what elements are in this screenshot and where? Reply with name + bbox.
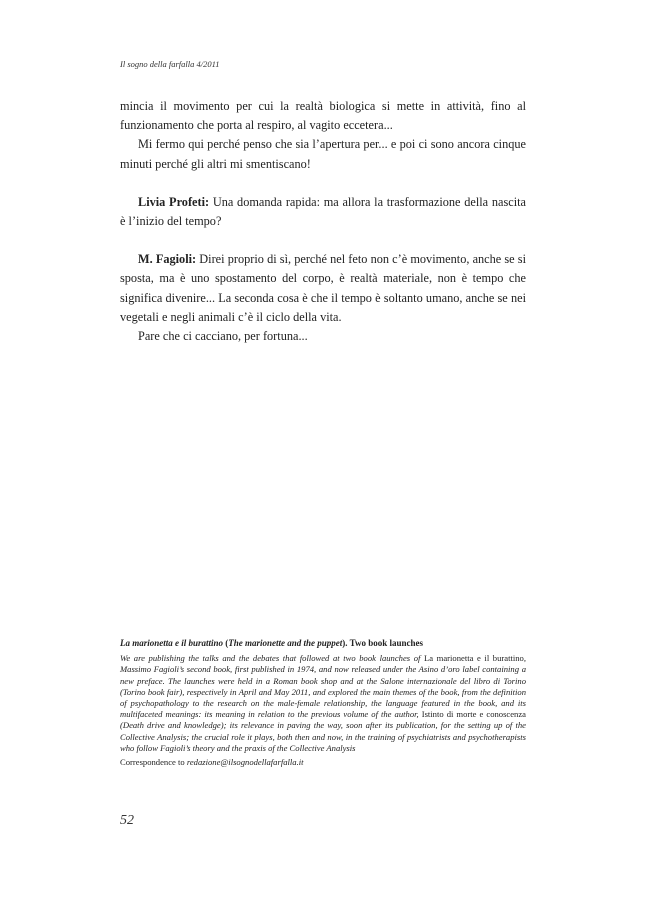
paragraph: Pare che ci cacciano, per fortuna... xyxy=(138,329,308,344)
abstract-body: We are publishing the talks and the debates that followed at two book launches of La marionetta e il burattino, Massimo Fagioli’s second book, first published in 1974, and now released under the Asino d’oro label containing a new preface. The launches were held in a Roman book shop and at the Salone internazionale del libro di Torino (Torino book fair), respectively in April and May 2011, and explored the main themes of the book, from the definition of psychopathology to the research on the male-female relationship, the language featured in the book, and its multifaceted meanings: its meaning in relation to the previous volume of the author, Istinto di morte e conoscenza (Death drive and knowledge); its relevance in paving the way, soon after its publication, for the setting up of the Collective Analysis; the crucial role it plays, both then and now, in the training of psychiatrists and psychotherapists who follow Fagioli’s theory and the praxis of the Collective Analysis xyxy=(120,653,526,753)
correspondence-email: redazione@ilsognodellafarfalla.it xyxy=(186,757,304,768)
speaker-name: Livia Profeti: xyxy=(138,194,210,209)
running-head: Il sogno della farfalla 4/2011 xyxy=(120,59,220,69)
english-abstract xyxy=(120,638,526,768)
book-title: La marionetta e il burattino xyxy=(424,653,524,664)
abstract-title: La marionetta e il burattino (The marionette and the puppet). Two book launches xyxy=(120,638,423,648)
dialogue-paragraph-profeti xyxy=(120,193,526,231)
paragraph: Mi fermo qui perché penso che sia l’apertura per... e poi ci sono ancora cinque minuti perché gli altri mi smentiscano! xyxy=(120,137,526,171)
book-title: Istinto di morte e conoscenza xyxy=(421,709,526,720)
paragraph-continuation: mincia il movimento per cui la realtà biologica si mette in attività, fino al funzionamento che porta al respiro, al vagito eccetera... xyxy=(120,99,526,133)
abstract-title-english: The marionette and the puppet xyxy=(228,638,343,648)
main-text xyxy=(120,97,526,346)
speaker-name: M. Fagioli: xyxy=(138,252,197,267)
correspondence-line: Correspondence to redazione@ilsognodellafarfalla.it xyxy=(120,757,304,768)
speech-text: Direi proprio di sì, perché nel feto non c’è movimento, anche se si sposta, ma è uno spostamento del corpo, è realtà materiale, non è tempo che significa divenire... La seconda cosa è che il tempo è soltanto umano, anche se nei vegetali e negli animali c’è il ciclo della vita. xyxy=(120,252,526,324)
speech-text: Una domanda rapida: ma allora la trasformazione della nascita è l’inizio del tempo? xyxy=(120,194,526,229)
abstract-title-italian: La marionetta e il burattino xyxy=(120,638,224,648)
dialogue-paragraph-fagioli xyxy=(120,250,526,327)
page-number: 52 xyxy=(120,813,134,828)
